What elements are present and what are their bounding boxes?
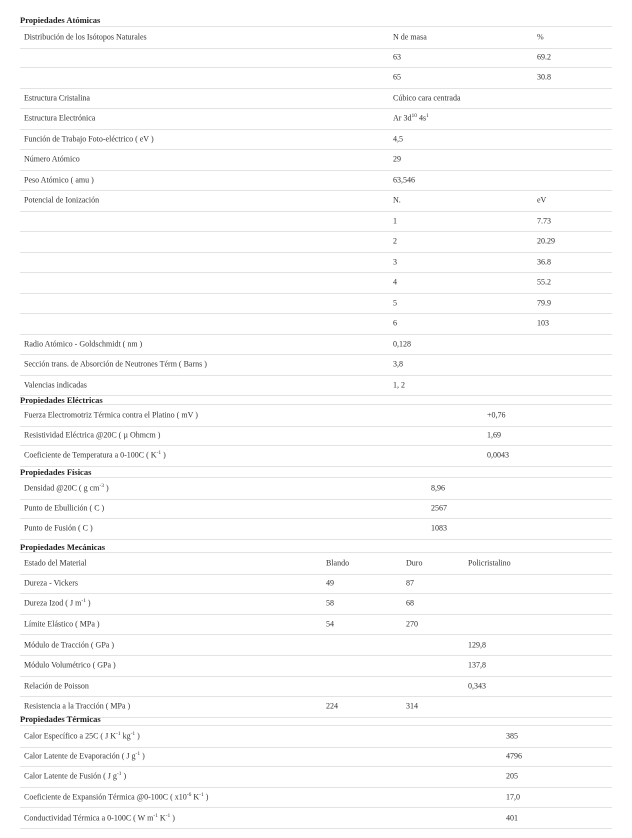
property-label: Punto de Fusión ( C ) bbox=[24, 523, 93, 533]
table-row bbox=[20, 375, 612, 397]
property-label: Calor Latente de Fusión ( J $g^{-1}$ ) bbox=[24, 771, 127, 781]
section-title-atomicas: Propiedades Atómicas bbox=[20, 15, 101, 25]
property-label: Estructura Electrónica bbox=[24, 113, 96, 123]
property-value: 3 bbox=[393, 257, 397, 267]
property-label: Radio Atómico - Goldschmidt ( nm ) bbox=[24, 339, 143, 349]
property-label: Calor Específico a 25C ( J $K^{-1}$ $kg^{-1}$ ) bbox=[24, 731, 140, 741]
table-row bbox=[20, 404, 612, 427]
property-value: 1 bbox=[393, 216, 397, 226]
table-row bbox=[20, 552, 612, 575]
property-label: Número Atómico bbox=[24, 154, 80, 164]
property-label: Conductividad Térmica a 0-100C ( W $m^{-1}$ $K^{-1}$ ) bbox=[24, 812, 175, 823]
property-value: 2567 bbox=[431, 503, 447, 513]
property-value: 401 bbox=[506, 813, 518, 823]
table-row bbox=[20, 746, 612, 768]
property-label: Peso Atómico ( amu ) bbox=[24, 175, 94, 185]
property-value: 1083 bbox=[431, 523, 447, 533]
table-row bbox=[20, 634, 612, 656]
property-value: Duro bbox=[406, 558, 423, 568]
property-label: Relación de Poisson bbox=[24, 681, 89, 691]
property-value: 2 bbox=[393, 236, 397, 246]
property-value: 385 bbox=[506, 731, 518, 741]
table-row bbox=[20, 293, 612, 315]
property-label: Dureza Izod ( J $m^{-1}$ ) bbox=[24, 598, 91, 608]
table-row bbox=[20, 231, 612, 253]
property-value: 4796 bbox=[506, 751, 522, 761]
table-row bbox=[20, 787, 612, 809]
property-value: N. bbox=[393, 195, 401, 205]
table-row bbox=[20, 149, 612, 171]
property-value: 79.9 bbox=[537, 298, 551, 308]
property-label: Sección trans. de Absorción de Neutrones Térm ( Barns ) bbox=[24, 359, 207, 369]
property-value: 1, 2 bbox=[393, 380, 405, 390]
table-row bbox=[20, 425, 612, 447]
property-label: Resistividad Eléctrica @20C ( µ Ohmcm ) bbox=[24, 430, 161, 440]
property-value: 20.29 bbox=[537, 236, 555, 246]
property-value: 1,69 bbox=[487, 430, 501, 440]
table-row bbox=[20, 47, 612, 69]
section-title-fisicas: Propiedades Físicas bbox=[20, 467, 92, 477]
table-row bbox=[20, 593, 612, 615]
table-row bbox=[20, 108, 612, 130]
table-row bbox=[20, 445, 612, 467]
property-value: 68 bbox=[406, 598, 414, 608]
table-row bbox=[20, 807, 612, 829]
table-row bbox=[20, 211, 612, 233]
table-row bbox=[20, 26, 612, 49]
table-row bbox=[20, 614, 612, 636]
property-value: 224 bbox=[326, 701, 338, 711]
property-label: Potencial de Ionización bbox=[24, 195, 100, 205]
property-value: 0,343 bbox=[468, 681, 486, 691]
property-value: 30.8 bbox=[537, 72, 551, 82]
property-value: 103 bbox=[537, 318, 549, 328]
property-value: 55.2 bbox=[537, 277, 551, 287]
property-value: Policristalino bbox=[468, 558, 511, 568]
property-value: 63,546 bbox=[393, 175, 415, 185]
table-row bbox=[20, 252, 612, 274]
property-label: Resistencia a la Tracción ( MPa ) bbox=[24, 701, 131, 711]
property-label: Fuerza Electromotriz Térmica contra el Platino ( mV ) bbox=[24, 410, 198, 420]
property-label: Coeficiente de Expansión Térmica @0-100C ( $x10^{-6}$ $K^{-1}$ ) bbox=[24, 791, 209, 802]
table-row bbox=[20, 313, 612, 335]
table-row bbox=[20, 477, 612, 500]
table-row bbox=[20, 129, 612, 151]
property-value: 314 bbox=[406, 701, 418, 711]
property-label: Calor Latente de Evaporación ( J $g^{-1}$ ) bbox=[24, 750, 145, 761]
property-value: 65 bbox=[393, 72, 401, 82]
property-value: 8,96 bbox=[431, 483, 445, 493]
table-row bbox=[20, 766, 612, 788]
property-value: 0,0043 bbox=[487, 450, 509, 460]
property-value: 29 bbox=[393, 154, 401, 164]
property-value: eV bbox=[537, 195, 547, 205]
property-label: Función de Trabajo Foto-eléctrico ( eV ) bbox=[24, 134, 154, 144]
property-value: 87 bbox=[406, 578, 414, 588]
property-label: Distribución de los Isótopos Naturales bbox=[24, 32, 147, 42]
property-value: +0,76 bbox=[487, 410, 506, 420]
property-label: Dureza - Vickers bbox=[24, 578, 79, 588]
property-label: Punto de Ebullición ( C ) bbox=[24, 503, 105, 513]
property-label: Coeficiente de Temperatura a 0-100C ( $K^{-1}$ ) bbox=[24, 450, 166, 460]
property-value: 0,128 bbox=[393, 339, 411, 349]
property-label: Límite Elástico ( MPa ) bbox=[24, 619, 100, 629]
section-title-mecanicas: Propiedades Mecánicas bbox=[20, 542, 106, 552]
table-row bbox=[20, 696, 612, 718]
property-value: 4,5 bbox=[393, 134, 403, 144]
property-value: 36.8 bbox=[537, 257, 551, 267]
section-title-electricas: Propiedades Eléctricas bbox=[20, 395, 103, 405]
property-value: 49 bbox=[326, 578, 334, 588]
section-title-termicas: Propiedades Térmicas bbox=[20, 714, 101, 724]
property-value: 270 bbox=[406, 619, 418, 629]
table-row bbox=[20, 272, 612, 294]
table-row bbox=[20, 67, 612, 89]
property-label: Estructura Cristalina bbox=[24, 93, 90, 103]
property-value: 4 bbox=[393, 277, 397, 287]
property-value: 58 bbox=[326, 598, 334, 608]
property-value: Ar $3d^{10}$ $4s^1$ bbox=[393, 113, 429, 123]
table-row bbox=[20, 170, 612, 192]
table-row bbox=[20, 518, 612, 540]
table-row bbox=[20, 354, 612, 376]
table-row bbox=[20, 725, 612, 748]
property-value: Blando bbox=[326, 558, 350, 568]
property-value: 54 bbox=[326, 619, 334, 629]
property-value: 129,8 bbox=[468, 640, 486, 650]
property-label: Módulo Volumétrico ( GPa ) bbox=[24, 660, 116, 670]
property-value: 3,8 bbox=[393, 359, 403, 369]
property-value: N de masa bbox=[393, 32, 427, 42]
property-value: 6 bbox=[393, 318, 397, 328]
table-row bbox=[20, 655, 612, 677]
property-value: 17,0 bbox=[506, 792, 520, 802]
table-row bbox=[20, 88, 612, 110]
table-row bbox=[20, 498, 612, 520]
property-value: Cúbico cara centrada bbox=[393, 93, 461, 103]
property-label: Estado del Material bbox=[24, 558, 87, 568]
property-value: 5 bbox=[393, 298, 397, 308]
property-value: % bbox=[537, 32, 544, 42]
property-label: Densidad @20C ( g $cm^{-3}$ ) bbox=[24, 483, 109, 493]
property-value: 137,8 bbox=[468, 660, 486, 670]
property-value: 7.73 bbox=[537, 216, 551, 226]
property-value: 63 bbox=[393, 52, 401, 62]
table-row bbox=[20, 573, 612, 595]
table-row bbox=[20, 676, 612, 698]
property-value: 205 bbox=[506, 771, 518, 781]
table-row bbox=[20, 334, 612, 356]
property-label: Módulo de Tracción ( GPa ) bbox=[24, 640, 114, 650]
table-row bbox=[20, 190, 612, 212]
property-value: 69.2 bbox=[537, 52, 551, 62]
property-label: Valencias indicadas bbox=[24, 380, 87, 390]
